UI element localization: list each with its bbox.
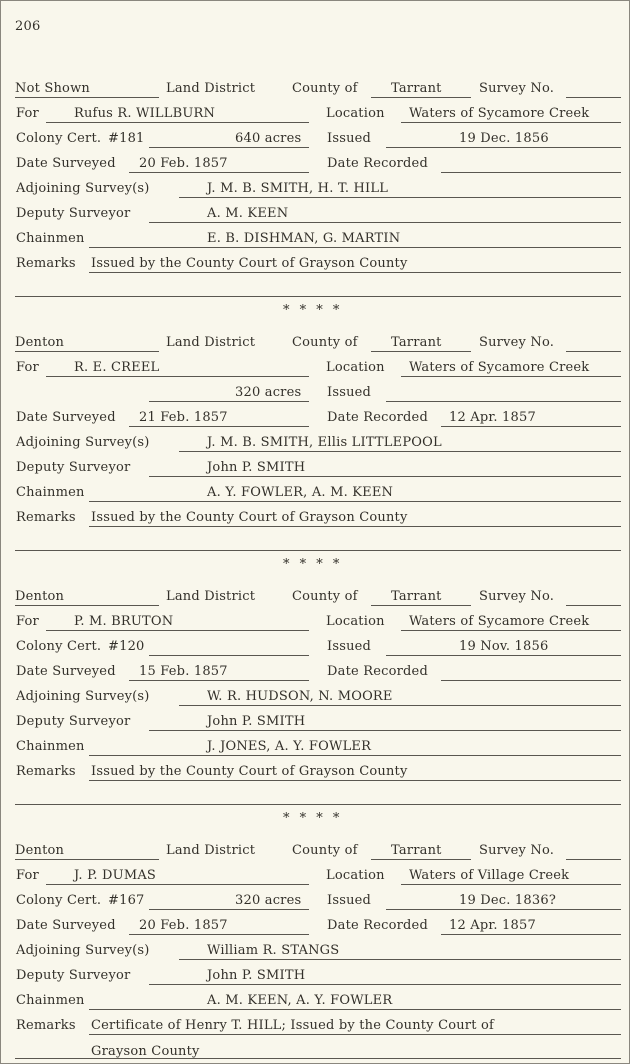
county-value: Tarrant — [391, 843, 442, 858]
underline — [371, 351, 471, 352]
issued-label: Issued — [327, 385, 372, 400]
underline — [15, 605, 159, 606]
underline — [46, 630, 309, 631]
remarks-continuation: Grayson County — [91, 1044, 200, 1059]
underline — [386, 147, 621, 148]
underline — [89, 780, 621, 781]
survey-no-label: Survey No. — [479, 335, 555, 350]
county-of-label: County of — [292, 81, 358, 96]
deputy-value: John P. SMITH — [207, 714, 306, 729]
underline — [15, 351, 159, 352]
remarks-continuation-line — [15, 296, 621, 297]
date-surveyed-value: 20 Feb. 1857 — [139, 156, 228, 171]
survey-no-label: Survey No. — [479, 589, 555, 604]
district-value: Not Shown — [15, 81, 90, 96]
underline — [401, 376, 621, 377]
county-of-label: County of — [292, 589, 358, 604]
date-surveyed-value: 21 Feb. 1857 — [139, 410, 228, 425]
colony-cert-value: #120 — [108, 639, 145, 654]
underline — [129, 426, 309, 427]
section-separator: * * * * — [283, 557, 343, 572]
underline — [441, 934, 621, 935]
date-recorded-label: Date Recorded — [327, 664, 428, 679]
date-surveyed-label: Date Surveyed — [16, 410, 116, 425]
underline — [89, 526, 621, 527]
remarks-value: Issued by the County Court of Grayson County — [91, 510, 408, 525]
land-district-label: Land District — [166, 81, 256, 96]
underline — [386, 909, 621, 910]
underline — [46, 376, 309, 377]
location-value: Waters of Village Creek — [409, 868, 570, 883]
acres-value: 320 acres — [235, 893, 302, 908]
remarks-continuation-line — [15, 1058, 621, 1059]
underline — [179, 197, 621, 198]
underline — [89, 247, 621, 248]
section-separator: * * * * — [283, 811, 343, 826]
date-surveyed-label: Date Surveyed — [16, 664, 116, 679]
location-value: Waters of Sycamore Creek — [409, 614, 590, 629]
issued-label: Issued — [327, 893, 372, 908]
underline — [149, 655, 309, 656]
for-value: Rufus R. WILLBURN — [74, 106, 216, 121]
date-recorded-label: Date Recorded — [327, 156, 428, 171]
chainmen-label: Chainmen — [16, 739, 85, 754]
acres-value: 320 acres — [235, 385, 302, 400]
deputy-value: John P. SMITH — [207, 968, 306, 983]
county-of-label: County of — [292, 335, 358, 350]
deputy-label: Deputy Surveyor — [16, 714, 131, 729]
date-surveyed-value: 15 Feb. 1857 — [139, 664, 228, 679]
underline — [149, 401, 309, 402]
underline — [149, 984, 621, 985]
for-value: J. P. DUMAS — [74, 868, 157, 883]
for-label: For — [16, 360, 39, 375]
underline — [566, 859, 621, 860]
date-recorded-value: 12 Apr. 1857 — [449, 410, 536, 425]
underline — [386, 401, 621, 402]
adjoining-value: J. M. B. SMITH, Ellis LITTLEPOOL — [207, 435, 442, 450]
underline — [149, 476, 621, 477]
county-value: Tarrant — [391, 335, 442, 350]
date-recorded-label: Date Recorded — [327, 410, 428, 425]
underline — [46, 122, 309, 123]
county-of-label: County of — [292, 843, 358, 858]
underline — [179, 451, 621, 452]
underline — [441, 426, 621, 427]
underline — [441, 680, 621, 681]
acres-value: 640 acres — [235, 131, 302, 146]
remarks-value: Issued by the County Court of Grayson County — [91, 256, 408, 271]
underline — [149, 147, 309, 148]
remarks-continuation-line — [15, 550, 621, 551]
issued-label: Issued — [327, 639, 372, 654]
district-value: Denton — [15, 335, 65, 350]
underline — [179, 705, 621, 706]
date-surveyed-value: 20 Feb. 1857 — [139, 918, 228, 933]
remarks-label: Remarks — [16, 256, 76, 271]
for-value: P. M. BRUTON — [74, 614, 174, 629]
underline — [149, 222, 621, 223]
for-value: R. E. CREEL — [74, 360, 160, 375]
chainmen-value: J. JONES, A. Y. FOWLER — [207, 739, 372, 754]
issued-label: Issued — [327, 131, 372, 146]
location-value: Waters of Sycamore Creek — [409, 106, 590, 121]
underline — [89, 501, 621, 502]
underline — [566, 605, 621, 606]
deputy-label: Deputy Surveyor — [16, 206, 131, 221]
chainmen-label: Chainmen — [16, 231, 85, 246]
land-district-label: Land District — [166, 589, 256, 604]
adjoining-label: Adjoining Survey(s) — [16, 435, 150, 450]
deputy-label: Deputy Surveyor — [16, 968, 131, 983]
underline — [129, 934, 309, 935]
underline — [129, 172, 309, 173]
deputy-value: A. M. KEEN — [207, 206, 289, 221]
chainmen-value: A. Y. FOWLER, A. M. KEEN — [207, 485, 394, 500]
adjoining-value: W. R. HUDSON, N. MOORE — [207, 689, 393, 704]
underline — [371, 97, 471, 98]
date-surveyed-label: Date Surveyed — [16, 156, 116, 171]
issued-value: 19 Dec. 1836? — [459, 893, 556, 908]
district-value: Denton — [15, 843, 65, 858]
colony-cert-value: #167 — [108, 893, 145, 908]
underline — [566, 351, 621, 352]
chainmen-value: A. M. KEEN, A. Y. FOWLER — [207, 993, 393, 1008]
underline — [89, 1009, 621, 1010]
chainmen-label: Chainmen — [16, 485, 85, 500]
colony-cert-value: #181 — [108, 131, 145, 146]
colony-cert-label: Colony Cert. — [16, 131, 102, 146]
underline — [46, 884, 309, 885]
land-district-label: Land District — [166, 843, 256, 858]
location-label: Location — [326, 614, 385, 629]
underline — [89, 1034, 621, 1035]
colony-cert-label: Colony Cert. — [16, 639, 102, 654]
adjoining-value: William R. STANGS — [207, 943, 340, 958]
issued-value: 19 Nov. 1856 — [459, 639, 549, 654]
underline — [441, 172, 621, 173]
deputy-value: John P. SMITH — [207, 460, 306, 475]
survey-no-label: Survey No. — [479, 843, 555, 858]
chainmen-label: Chainmen — [16, 993, 85, 1008]
date-surveyed-label: Date Surveyed — [16, 918, 116, 933]
for-label: For — [16, 868, 39, 883]
underline — [149, 730, 621, 731]
county-value: Tarrant — [391, 589, 442, 604]
for-label: For — [16, 106, 39, 121]
remarks-continuation-line — [15, 804, 621, 805]
adjoining-value: J. M. B. SMITH, H. T. HILL — [207, 181, 389, 196]
location-label: Location — [326, 360, 385, 375]
remarks-value: Issued by the County Court of Grayson County — [91, 764, 408, 779]
adjoining-label: Adjoining Survey(s) — [16, 689, 150, 704]
remarks-value: Certificate of Henry T. HILL; Issued by the County Court of — [91, 1018, 495, 1033]
underline — [401, 122, 621, 123]
underline — [566, 97, 621, 98]
underline — [371, 605, 471, 606]
underline — [371, 859, 471, 860]
location-value: Waters of Sycamore Creek — [409, 360, 590, 375]
location-label: Location — [326, 106, 385, 121]
issued-value: 19 Dec. 1856 — [459, 131, 549, 146]
date-recorded-value: 12 Apr. 1857 — [449, 918, 536, 933]
land-district-label: Land District — [166, 335, 256, 350]
county-value: Tarrant — [391, 81, 442, 96]
underline — [15, 97, 159, 98]
deputy-label: Deputy Surveyor — [16, 460, 131, 475]
underline — [15, 859, 159, 860]
location-label: Location — [326, 868, 385, 883]
underline — [179, 959, 621, 960]
underline — [149, 909, 309, 910]
district-value: Denton — [15, 589, 65, 604]
underline — [386, 655, 621, 656]
survey-no-label: Survey No. — [479, 81, 555, 96]
adjoining-label: Adjoining Survey(s) — [16, 943, 150, 958]
colony-cert-label: Colony Cert. — [16, 893, 102, 908]
remarks-label: Remarks — [16, 764, 76, 779]
remarks-label: Remarks — [16, 510, 76, 525]
chainmen-value: E. B. DISHMAN, G. MARTIN — [207, 231, 401, 246]
section-separator: * * * * — [283, 303, 343, 318]
page-number: 206 — [15, 19, 41, 34]
underline — [401, 630, 621, 631]
adjoining-label: Adjoining Survey(s) — [16, 181, 150, 196]
underline — [89, 272, 621, 273]
remarks-label: Remarks — [16, 1018, 76, 1033]
date-recorded-label: Date Recorded — [327, 918, 428, 933]
underline — [401, 884, 621, 885]
underline — [89, 755, 621, 756]
underline — [129, 680, 309, 681]
for-label: For — [16, 614, 39, 629]
